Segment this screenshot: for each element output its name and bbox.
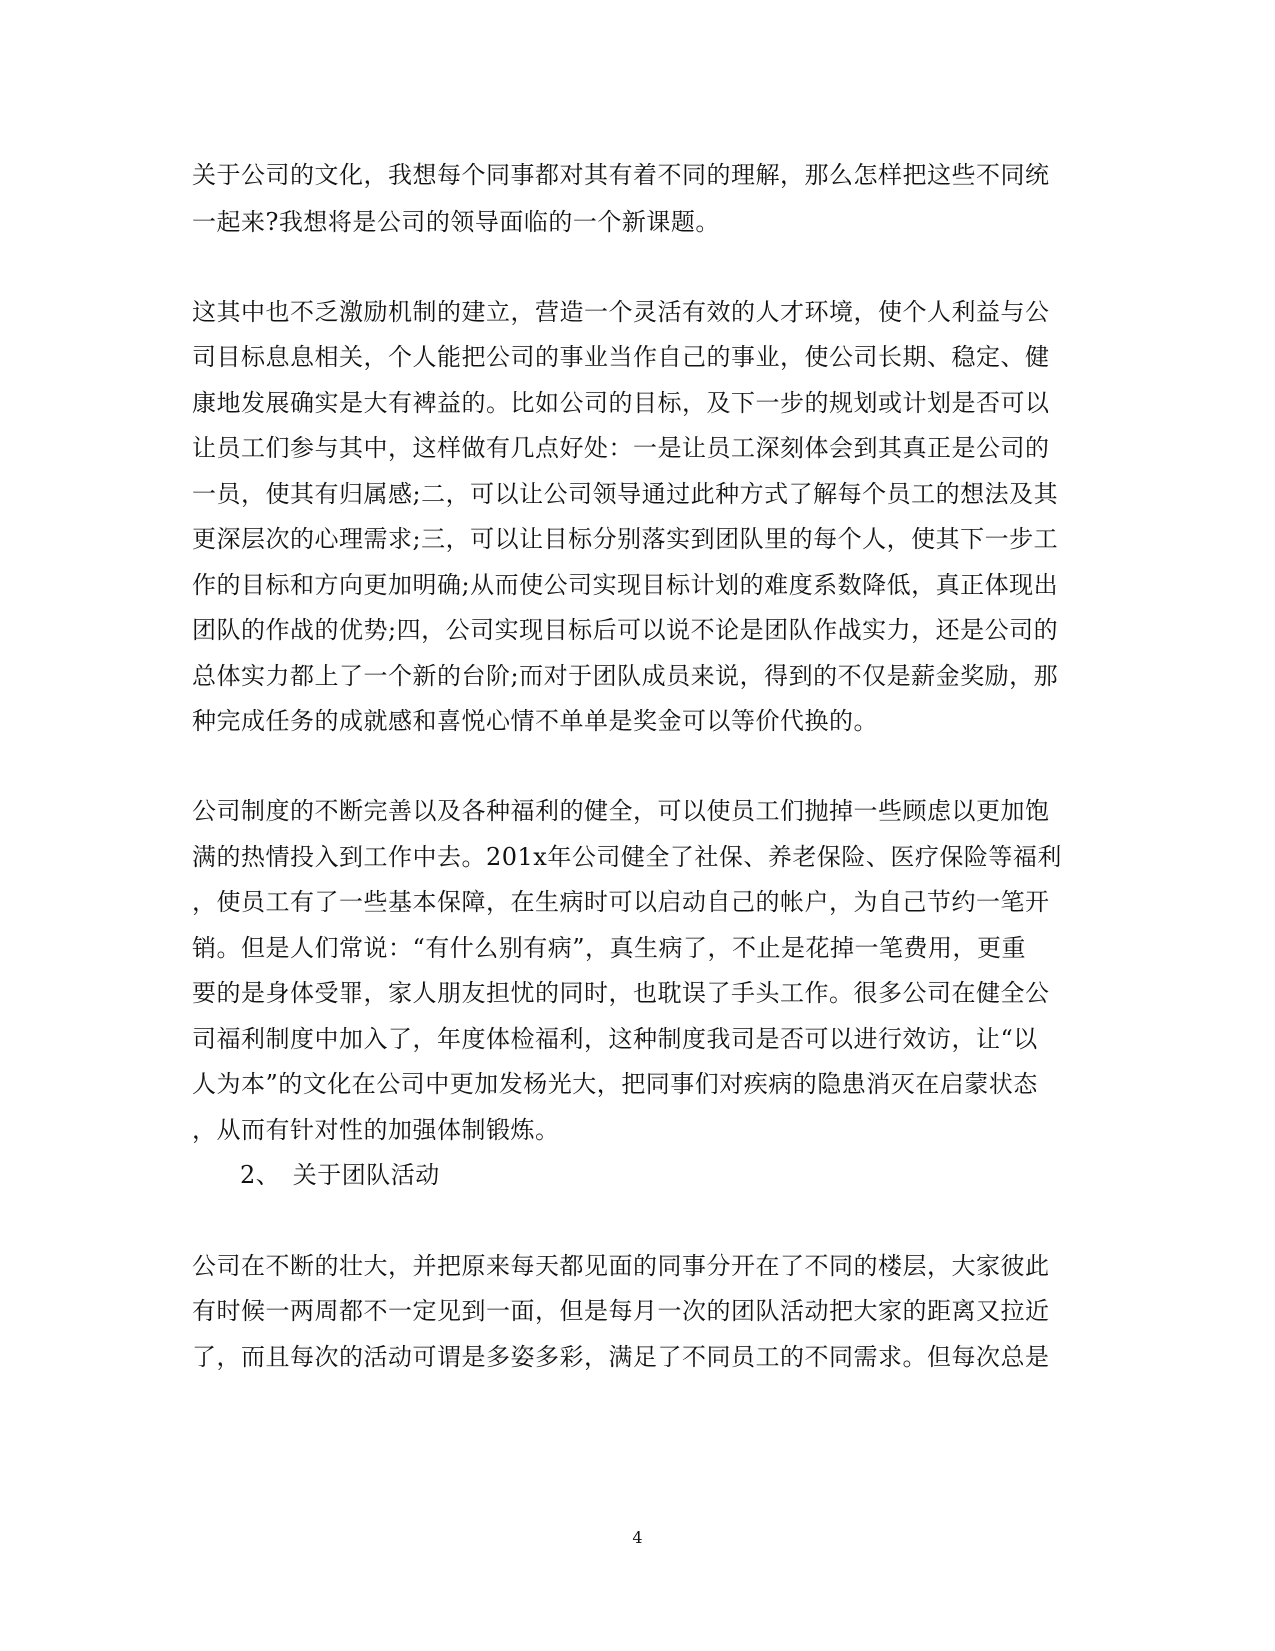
paragraph-2-line-8: 团队的作战的优势;四，公司实现目标后可以说不论是团队作战实力，还是公司的 [192,616,1059,644]
paragraph-3-line-2: 满的热情投入到工作中去。201x年公司健全了社保、养老保险、医疗保险等福利 [192,843,1062,871]
paragraph-3-line-7: 人为本”的文化在公司中更加发杨光大，把同事们对疾病的隐患消灭在启蒙状态 [192,1070,1038,1098]
paragraph-5-line-2: 有时候一两周都不一定见到一面，但是每月一次的团队活动把大家的距离又拉近 [192,1297,1050,1325]
paragraph-2-line-5: 一员，使其有归属感;二，可以让公司领导通过此种方式了解每个员工的想法及其 [192,480,1059,508]
paragraph-2-line-7: 作的目标和方向更加明确;从而使公司实现目标计划的难度系数降低，真正体现出 [192,571,1059,599]
page-number: 4 [632,1528,643,1547]
paragraph-2-line-1: 这其中也不乏激励机制的建立，营造一个灵活有效的人才环境，使个人利益与公 [192,298,1050,326]
paragraph-2-line-6: 更深层次的心理需求;三，可以让目标分别落实到团队里的每个人，使其下一步工 [192,525,1059,553]
paragraph-2-line-9: 总体实力都上了一个新的台阶;而对于团队成员来说，得到的不仅是薪金奖励，那 [192,662,1059,690]
paragraph-2-line-10: 种完成任务的成就感和喜悦心情不单单是奖金可以等价代换的。 [192,707,878,735]
paragraph-5-line-1: 公司在不断的壮大，并把原来每天都见面的同事分开在了不同的楼层，大家彼此 [192,1252,1050,1280]
paragraph-3-line-6: 司福利制度中加入了，年度体检福利，这种制度我司是否可以进行效访，让“以 [192,1025,1038,1053]
paragraph-3-line-1: 公司制度的不断完善以及各种福利的健全，可以使员工们抛掉一些顾虑以更加饱 [192,797,1050,825]
paragraph-2-line-2: 司目标息息相关，个人能把公司的事业当作自己的事业，使公司长期、稳定、健 [192,343,1050,371]
paragraph-5-line-3: 了，而且每次的活动可谓是多姿多彩，满足了不同员工的不同需求。但每次总是 [192,1343,1050,1371]
paragraph-3-line-4: 销。但是人们常说：“有什么别有病”，真生病了，不止是花掉一笔费用，更重 [192,934,1027,962]
paragraph-3-line-3: ，使员工有了一些基本保障，在生病时可以启动自己的帐户，为自己节约一笔开 [192,888,1050,916]
paragraph-1-line-1: 关于公司的文化，我想每个同事都对其有着不同的理解，那么怎样把这些不同统 [192,161,1050,189]
paragraph-3-line-5: 要的是身体受罪，家人朋友担忧的同时，也耽误了手头工作。很多公司在健全公 [192,979,1050,1007]
section-heading: 2、 关于团队活动 [240,1161,440,1189]
paragraph-3-line-8: ，从而有针对性的加强体制锻炼。 [192,1116,560,1144]
paragraph-2-line-3: 康地发展确实是大有裨益的。比如公司的目标，及下一步的规划或计划是否可以 [192,389,1050,417]
paragraph-2-line-4: 让员工们参与其中，这样做有几点好处：一是让员工深刻体会到其真正是公司的 [192,434,1050,462]
paragraph-1-line-2: 一起来?我想将是公司的领导面临的一个新课题。 [192,208,720,236]
